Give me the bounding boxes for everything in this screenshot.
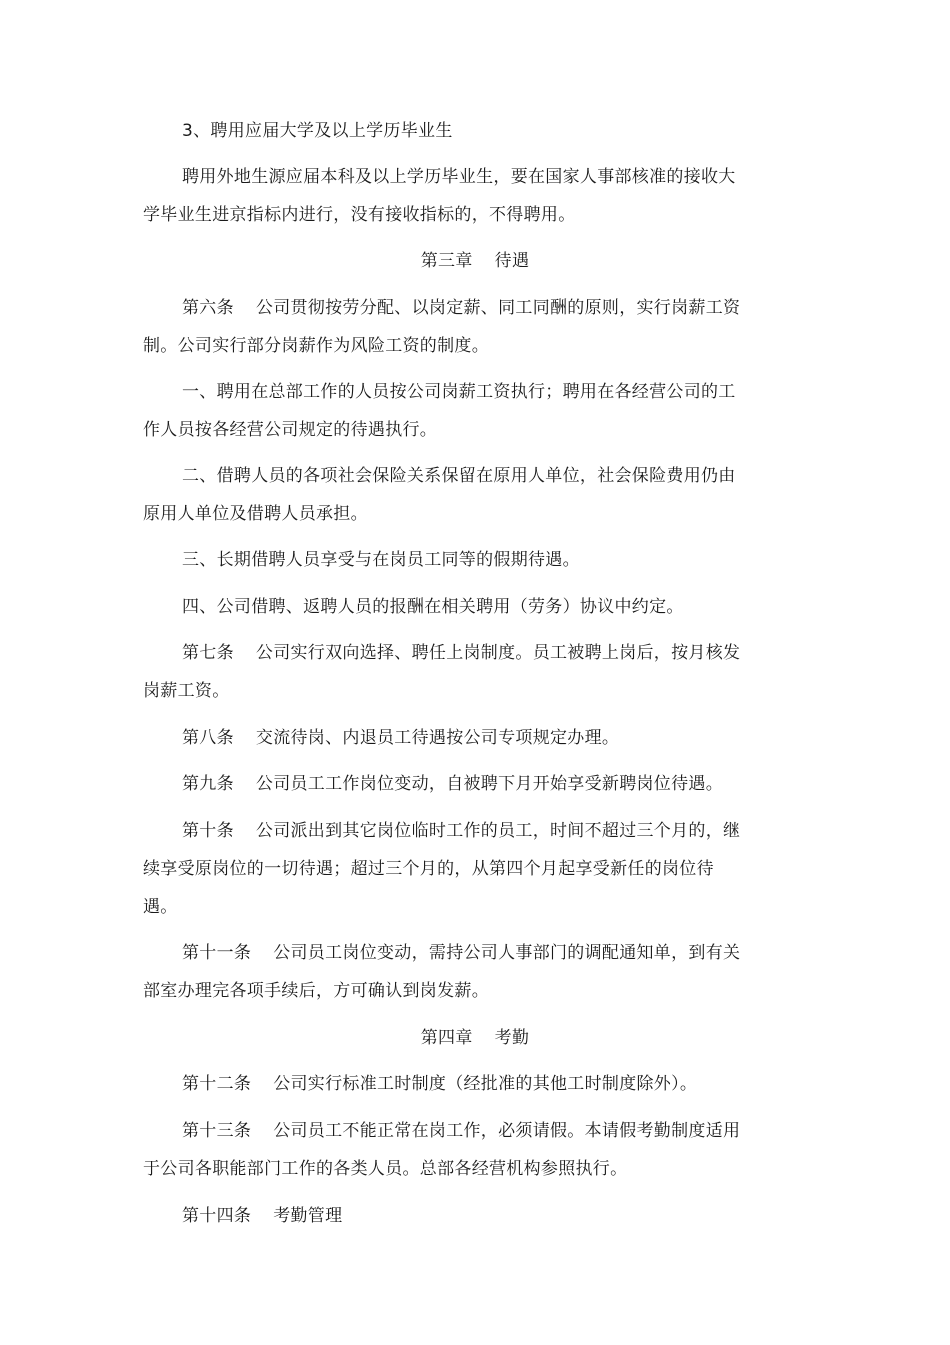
article-line: 第十四条 考勤管理: [182, 1206, 343, 1226]
article-number: 第十一条: [182, 943, 252, 963]
article-line: 第十一条 公司员工岗位变动，需持公司人事部门的调配通知单，到有关: [182, 943, 741, 963]
paragraph-line: 三、长期借聘人员享受与在岗员工同等的假期待遇。: [182, 550, 580, 570]
paragraph-line: 一、聘用在总部工作的人员按公司岗薪工资执行；聘用在各经营公司的工: [182, 382, 736, 402]
article-number: 第九条: [182, 774, 234, 794]
paragraph-line: 于公司各职能部门工作的各类人员。总部各经营机构参照执行。: [143, 1159, 628, 1179]
article-number: 第八条: [182, 728, 234, 748]
article-line: 第十三条 公司员工不能正常在岗工作，必须请假。本请假考勤制度适用: [182, 1121, 741, 1141]
paragraph-line: 四、公司借聘、返聘人员的报酬在相关聘用（劳务）协议中约定。: [182, 597, 684, 617]
paragraph-line: 部室办理完各项手续后，方可确认到岗发薪。: [143, 981, 489, 1001]
article-number: 第十二条: [182, 1074, 252, 1094]
article-number: 第七条: [182, 643, 234, 663]
article-number: 第十条: [182, 821, 234, 841]
chapter-heading: 第三章 待遇: [420, 251, 530, 271]
article-line: 第七条 公司实行双向选择、聘任上岗制度。员工被聘上岗后，按月核发: [182, 643, 741, 663]
paragraph-line: 岗薪工资。: [143, 681, 230, 701]
article-line: 第六条 公司贯彻按劳分配、以岗定薪、同工同酬的原则，实行岗薪工资: [182, 298, 741, 318]
article-line: 第九条 公司员工工作岗位变动，自被聘下月开始享受新聘岗位待遇。: [182, 774, 724, 794]
article-line: 第十条 公司派出到其它岗位临时工作的员工，时间不超过三个月的，继: [182, 821, 741, 841]
article-line: 第八条 交流待岗、内退员工待遇按公司专项规定办理。: [182, 728, 620, 748]
article-number: 第十三条: [182, 1121, 252, 1141]
article-line: 第十二条 公司实行标准工时制度（经批准的其他工时制度除外）。: [182, 1074, 698, 1094]
paragraph-line: 作人员按各经营公司规定的待遇执行。: [143, 420, 438, 440]
paragraph-line: 遇。: [143, 897, 178, 917]
article-number: 第六条: [182, 298, 234, 318]
paragraph-line: 原用人单位及借聘人员承担。: [143, 504, 368, 524]
article-number: 第十四条: [182, 1206, 252, 1226]
paragraph-line: 制。公司实行部分岗薪作为风险工资的制度。: [143, 336, 489, 356]
chapter-heading: 第四章 考勤: [420, 1028, 530, 1048]
paragraph-line: 二、借聘人员的各项社会保险关系保留在原用人单位，社会保险费用仍由: [182, 466, 736, 486]
paragraph-line: 学毕业生进京指标内进行，没有接收指标的，不得聘用。: [143, 205, 576, 225]
paragraph-line: 聘用外地生源应届本科及以上学历毕业生，要在国家人事部核准的接收大: [182, 167, 736, 187]
section-heading: 3、聘用应届大学及以上学历毕业生: [182, 121, 453, 141]
paragraph-line: 续享受原岗位的一切待遇；超过三个月的，从第四个月起享受新任的岗位待: [143, 859, 714, 879]
